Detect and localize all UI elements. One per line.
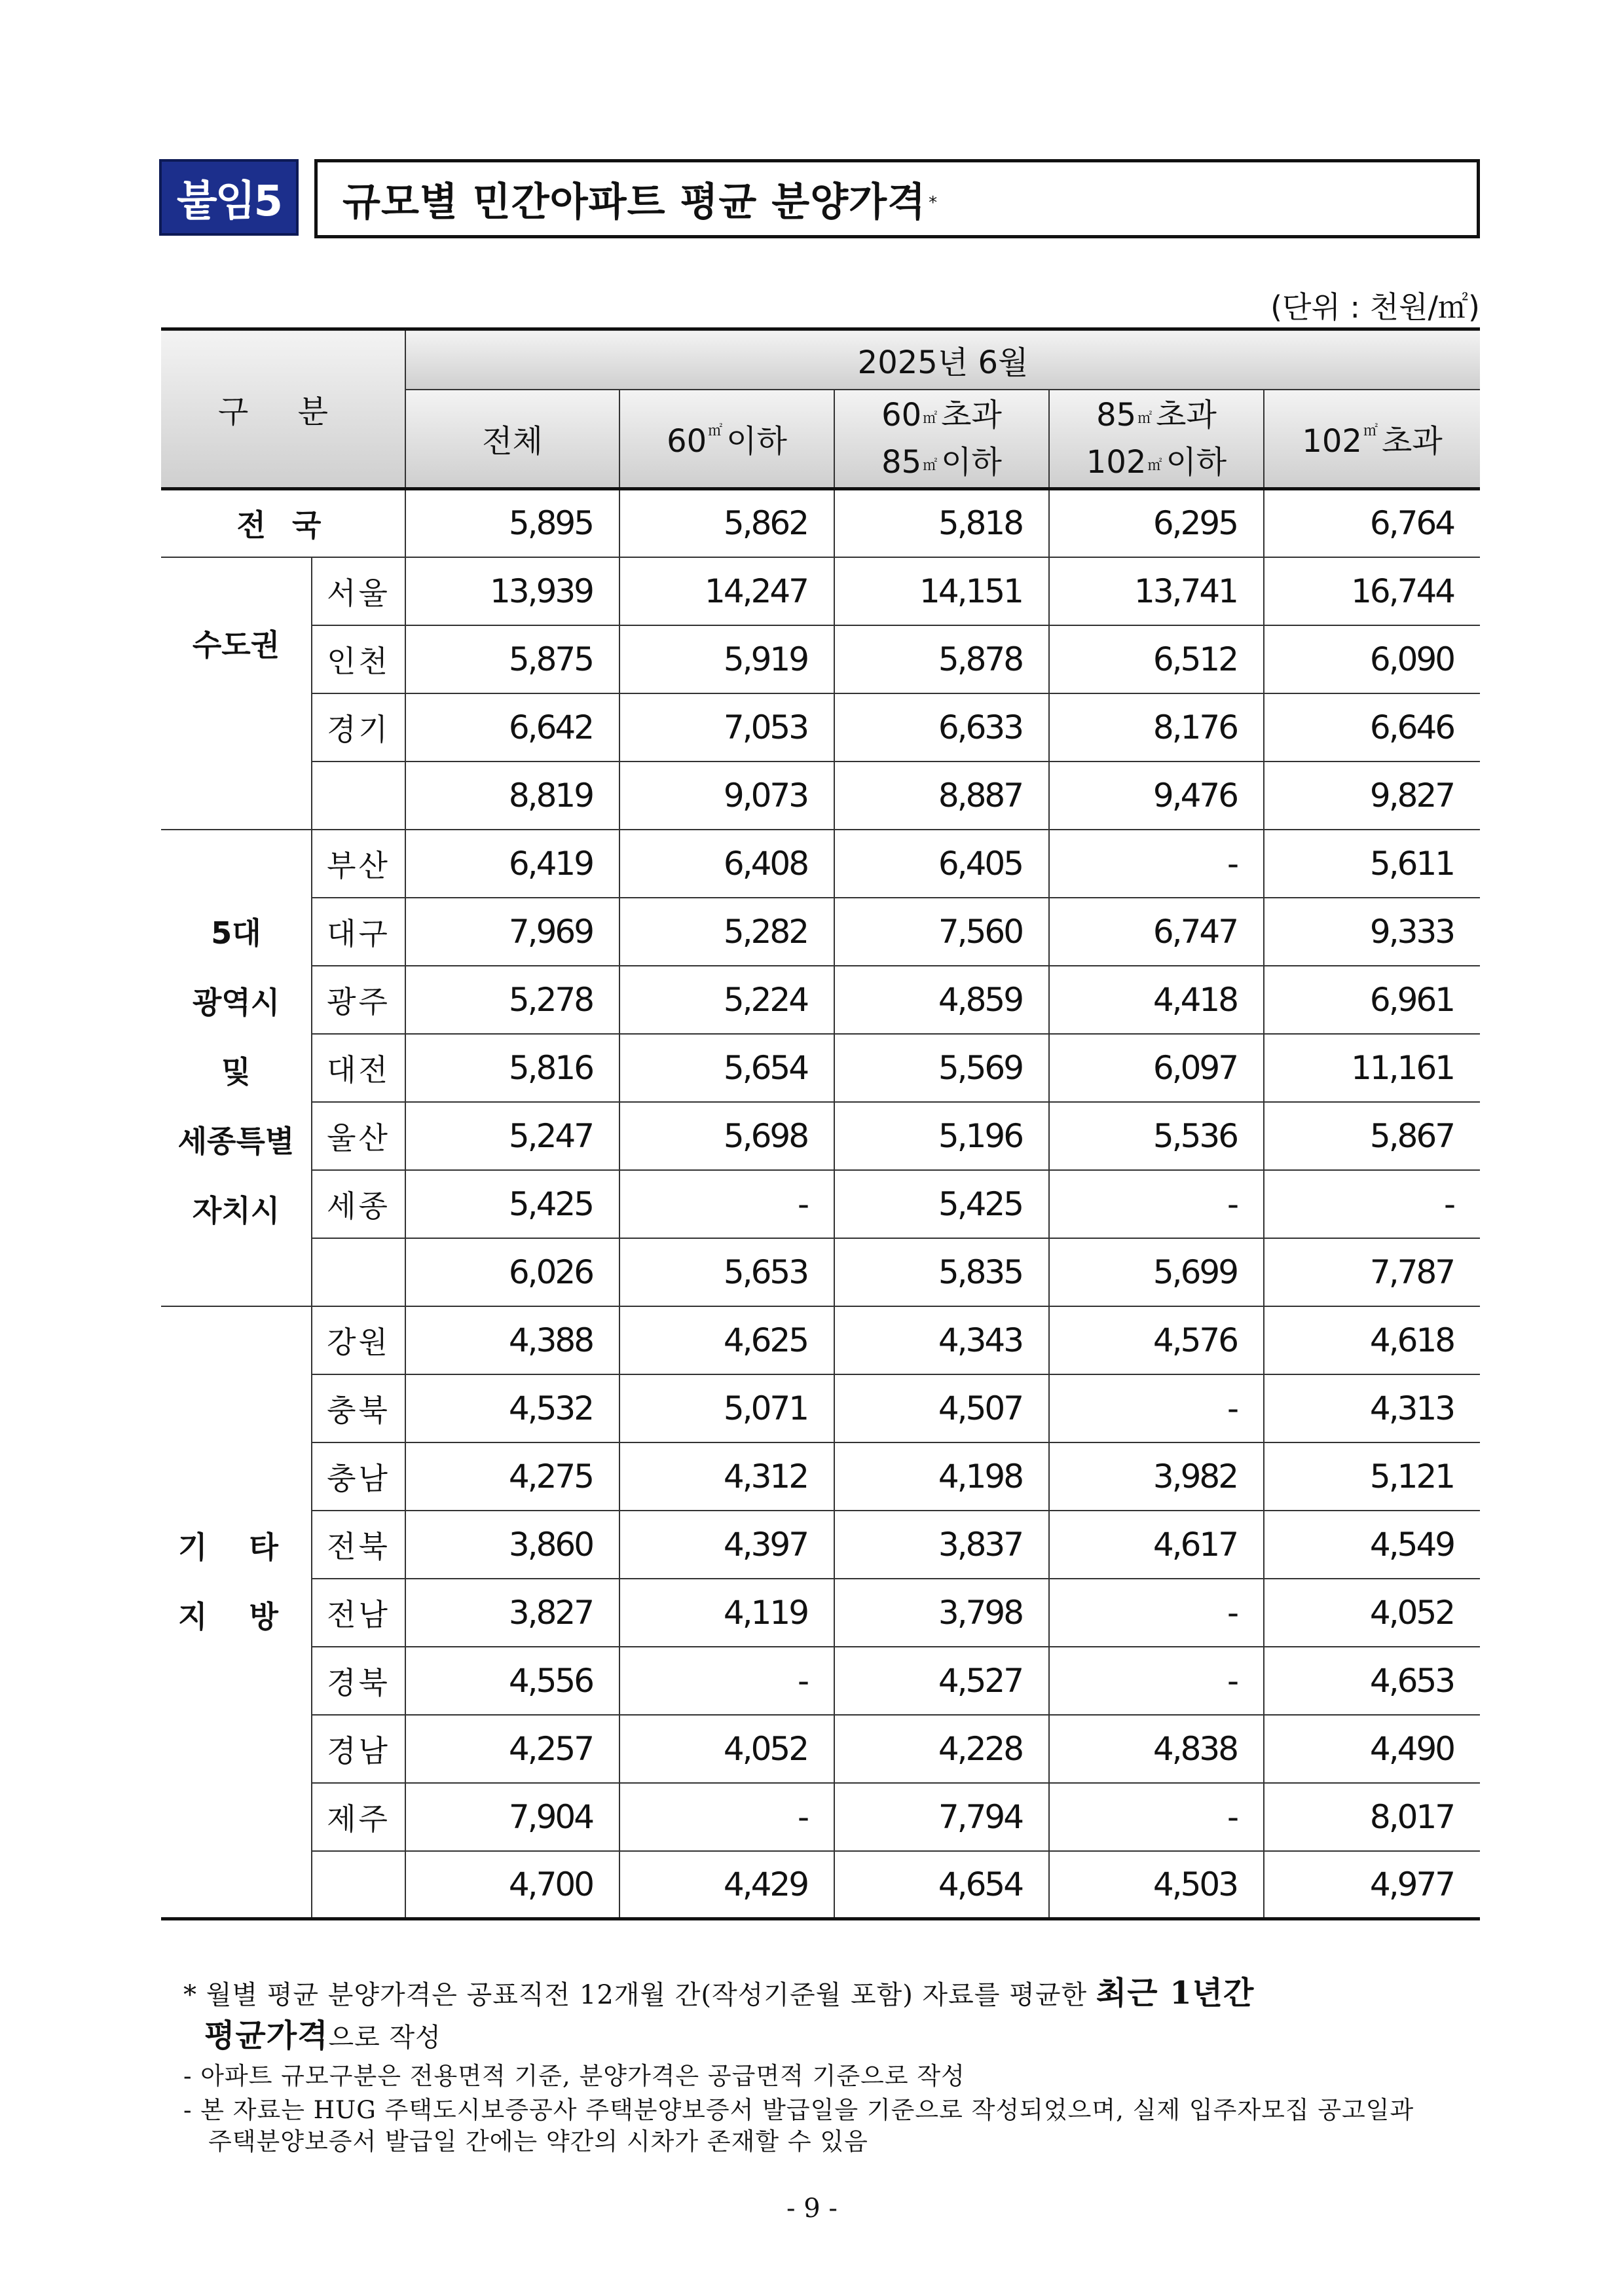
cell: 5,698 (619, 1102, 834, 1170)
cell: 8,176 (1049, 693, 1264, 762)
region-label: 대전 (312, 1034, 405, 1102)
cell: - (1049, 1170, 1264, 1238)
cell: 5,121 (1264, 1442, 1480, 1511)
cell: 4,549 (1264, 1511, 1480, 1579)
cell: 4,625 (619, 1306, 834, 1374)
col-header-85-102: 85㎡ 초과 102㎡ 이하 (1049, 390, 1264, 489)
table-row (161, 1579, 1480, 1647)
table-row (161, 1170, 1480, 1238)
cell: 6,764 (1264, 489, 1480, 557)
cell: 4,617 (1049, 1511, 1264, 1579)
cell: 6,097 (1049, 1034, 1264, 1102)
cell: 7,904 (405, 1783, 619, 1851)
region-label: 제주 (312, 1783, 405, 1851)
cell: 9,333 (1264, 898, 1480, 966)
table-row (161, 1511, 1480, 1579)
cell: 4,228 (834, 1715, 1049, 1783)
title-text: 규모별 민간아파트 평균 분양가격 (342, 179, 927, 225)
cell: 9,073 (619, 762, 834, 830)
cell: 4,312 (619, 1442, 834, 1511)
page-number: - 9 - (786, 2194, 838, 2224)
subtotal-label (312, 1851, 405, 1919)
subtotal-row (161, 1238, 1480, 1306)
region-label: 경북 (312, 1647, 405, 1715)
cell: - (1049, 1647, 1264, 1715)
region-label: 경기 (312, 693, 405, 762)
cell: 7,794 (834, 1783, 1049, 1851)
cell: 6,747 (1049, 898, 1264, 966)
cell: 6,090 (1264, 625, 1480, 693)
col-header-60: 60㎡ 이하 (619, 390, 834, 489)
cell: - (619, 1647, 834, 1715)
cell: 4,490 (1264, 1715, 1480, 1783)
region-label: 대구 (312, 898, 405, 966)
cell: 4,527 (834, 1647, 1049, 1715)
region-label: 강원 (312, 1306, 405, 1374)
table-row (161, 830, 1480, 898)
cell: 6,026 (405, 1238, 619, 1306)
cell: 4,313 (1264, 1374, 1480, 1442)
region-label: 충북 (312, 1374, 405, 1442)
table-row (161, 1783, 1480, 1851)
cell: 13,741 (1049, 557, 1264, 625)
cell: 16,744 (1264, 557, 1480, 625)
cell: 5,816 (405, 1034, 619, 1102)
cell: 6,961 (1264, 966, 1480, 1034)
cell: 5,536 (1049, 1102, 1264, 1170)
cell: 4,653 (1264, 1647, 1480, 1715)
cell: 5,071 (619, 1374, 834, 1442)
table-row (161, 1715, 1480, 1783)
cell: 4,977 (1264, 1851, 1480, 1919)
cell: 4,275 (405, 1442, 619, 1511)
footnote-1-cont: 평균가격으로 작성 (204, 2017, 441, 2054)
cell: 14,247 (619, 557, 834, 625)
cell: 8,819 (405, 762, 619, 830)
page-title (314, 159, 1480, 238)
header-row-1 (161, 329, 1480, 390)
cell: - (619, 1783, 834, 1851)
cell: 5,569 (834, 1034, 1049, 1102)
cell: 3,827 (405, 1579, 619, 1647)
cell: 5,224 (619, 966, 834, 1034)
cell: 5,654 (619, 1034, 834, 1102)
region-label: 충남 (312, 1442, 405, 1511)
cell: 7,053 (619, 693, 834, 762)
cell: 5,878 (834, 625, 1049, 693)
footnote-3-cont: 주택분양보증서 발급일 간에는 약간의 시차가 존재할 수 있음 (208, 2127, 868, 2156)
cell: 5,862 (619, 489, 834, 557)
footnote-1: * 월별 평균 분양가격은 공표직전 12개월 간(작성기준월 포함) 자료를 평균한 최근 1년간 (183, 1975, 1255, 2011)
cell: 6,408 (619, 830, 834, 898)
cell: 6,642 (405, 693, 619, 762)
cell: 4,532 (405, 1374, 619, 1442)
cell: - (1049, 1783, 1264, 1851)
cell: 5,835 (834, 1238, 1049, 1306)
cell: 3,982 (1049, 1442, 1264, 1511)
cell: 4,052 (619, 1715, 834, 1783)
col-header-60-85: 60㎡ 초과 85㎡ 이하 (834, 390, 1049, 489)
cell: 5,867 (1264, 1102, 1480, 1170)
footnote-2: - 아파트 규모구분은 전용면적 기준, 분양가격은 공급면적 기준으로 작성 (183, 2062, 965, 2090)
cell: 8,017 (1264, 1783, 1480, 1851)
cell: 3,860 (405, 1511, 619, 1579)
row-label-national: 전 국 (161, 489, 405, 557)
table-row (161, 1442, 1480, 1511)
cell: 4,418 (1049, 966, 1264, 1034)
cell: 6,512 (1049, 625, 1264, 693)
subtotal-label (312, 762, 405, 830)
cell: 6,633 (834, 693, 1049, 762)
table-row (161, 1034, 1480, 1102)
region-label: 광주 (312, 966, 405, 1034)
cell: 5,875 (405, 625, 619, 693)
cell: 7,787 (1264, 1238, 1480, 1306)
group-label-other: 기 타 지 방 (161, 1306, 312, 1919)
region-label: 인천 (312, 625, 405, 693)
cell: 3,798 (834, 1579, 1049, 1647)
cell: 14,151 (834, 557, 1049, 625)
cell: 6,419 (405, 830, 619, 898)
region-label: 부산 (312, 830, 405, 898)
cell: 6,405 (834, 830, 1049, 898)
cell: - (1264, 1170, 1480, 1238)
cell: 3,837 (834, 1511, 1049, 1579)
cell: 5,425 (405, 1170, 619, 1238)
row-national (161, 489, 1480, 557)
cell: 5,653 (619, 1238, 834, 1306)
cell: 4,654 (834, 1851, 1049, 1919)
table-row (161, 625, 1480, 693)
cell: 5,699 (1049, 1238, 1264, 1306)
table-row (161, 557, 1480, 625)
cell: 4,838 (1049, 1715, 1264, 1783)
corner-header: 구 분 (161, 329, 405, 489)
table-row (161, 1306, 1480, 1374)
cell: 4,576 (1049, 1306, 1264, 1374)
group-label-metro: 5대 광역시 및 세종특별 자치시 (161, 830, 312, 1306)
table-row (161, 966, 1480, 1034)
group-label-capital: 수도권 (161, 557, 312, 830)
subtotal-row (161, 1851, 1480, 1919)
cell: 11,161 (1264, 1034, 1480, 1102)
cell: 4,507 (834, 1374, 1049, 1442)
cell: - (619, 1170, 834, 1238)
cell: 7,560 (834, 898, 1049, 966)
unit-label: (단위 : 천원/㎡) (1270, 289, 1480, 325)
cell: 13,939 (405, 557, 619, 625)
table-row (161, 1647, 1480, 1715)
cell: 4,859 (834, 966, 1049, 1034)
cell: 7,969 (405, 898, 619, 966)
cell: 9,827 (1264, 762, 1480, 830)
cell: - (1049, 1579, 1264, 1647)
cell: 4,429 (619, 1851, 834, 1919)
cell: 4,700 (405, 1851, 619, 1919)
table-row (161, 898, 1480, 966)
region-label: 세종 (312, 1170, 405, 1238)
cell: 4,343 (834, 1306, 1049, 1374)
footnote-3: - 본 자료는 HUG 주택도시보증공사 주택분양보증서 발급일을 기준으로 작성되었으며, 실제 입주자모집 공고일과 (183, 2096, 1414, 2124)
cell: 4,052 (1264, 1579, 1480, 1647)
cell: 5,611 (1264, 830, 1480, 898)
cell: 4,119 (619, 1579, 834, 1647)
cell: 5,919 (619, 625, 834, 693)
title-footnote-mark: * (929, 193, 938, 213)
table-row (161, 1102, 1480, 1170)
table-row (161, 693, 1480, 762)
region-label: 전남 (312, 1579, 405, 1647)
cell: 9,476 (1049, 762, 1264, 830)
cell: 6,295 (1049, 489, 1264, 557)
period-header: 2025년 6월 (405, 329, 1480, 390)
cell: 4,257 (405, 1715, 619, 1783)
cell: 5,247 (405, 1102, 619, 1170)
cell: 8,887 (834, 762, 1049, 830)
cell: 5,278 (405, 966, 619, 1034)
cell: 5,895 (405, 489, 619, 557)
cell: 4,503 (1049, 1851, 1264, 1919)
cell: 4,397 (619, 1511, 834, 1579)
table-row (161, 1374, 1480, 1442)
col-header-102: 102㎡ 초과 (1264, 390, 1480, 489)
col-header-total: 전체 (405, 390, 619, 489)
cell: 5,818 (834, 489, 1049, 557)
cell: 5,425 (834, 1170, 1049, 1238)
cell: 4,388 (405, 1306, 619, 1374)
cell: - (1049, 1374, 1264, 1442)
region-label: 울산 (312, 1102, 405, 1170)
cell: 6,646 (1264, 693, 1480, 762)
subtotal-row (161, 762, 1480, 830)
cell: 5,282 (619, 898, 834, 966)
cell: 4,556 (405, 1647, 619, 1715)
subtotal-label (312, 1238, 405, 1306)
price-table (161, 327, 1480, 1920)
region-label: 경남 (312, 1715, 405, 1783)
cell: 4,198 (834, 1442, 1049, 1511)
appendix-badge: 붙임5 (159, 159, 299, 236)
region-label: 서울 (312, 557, 405, 625)
cell: - (1049, 830, 1264, 898)
cell: 4,618 (1264, 1306, 1480, 1374)
region-label: 전북 (312, 1511, 405, 1579)
cell: 5,196 (834, 1102, 1049, 1170)
